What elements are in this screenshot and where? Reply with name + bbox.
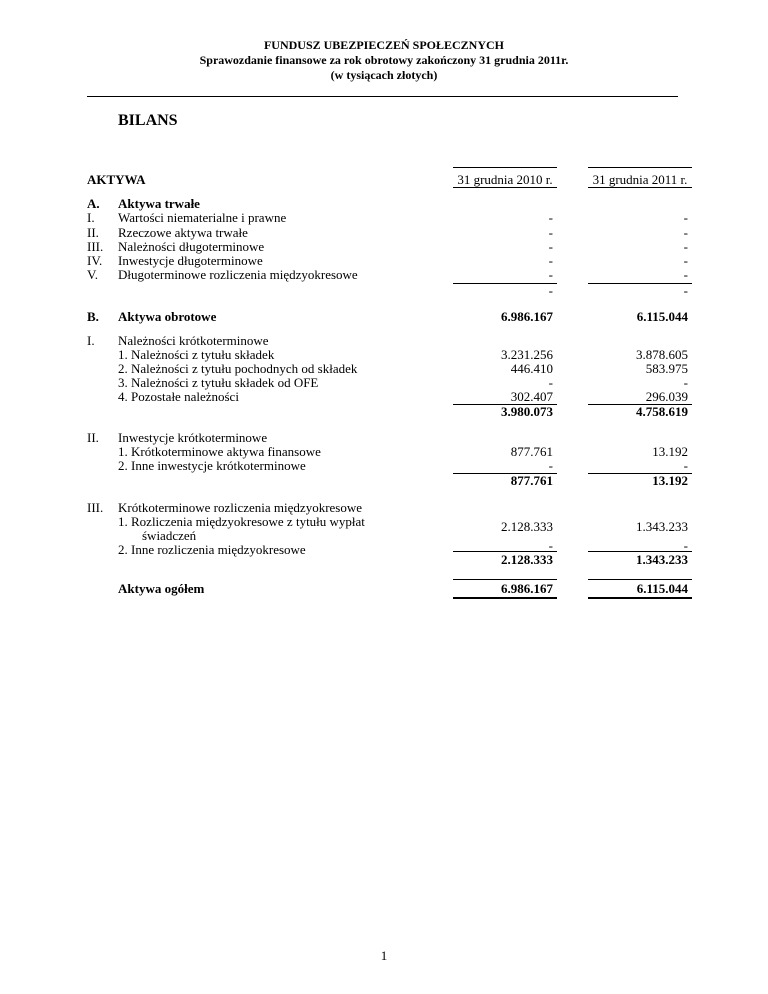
a-item-2010: - [548, 210, 553, 225]
b1-item-label: 1. Należności z tytułu składek [118, 347, 275, 362]
grand-total-top-rule [588, 579, 692, 580]
b3-total-2011: 1.343.233 [636, 552, 688, 567]
a-item-code: II. [87, 225, 99, 240]
header-divider [87, 96, 678, 97]
a-item-code: I. [87, 210, 95, 225]
b1-item-2011: 3.878.605 [636, 347, 688, 362]
a-item-code: V. [87, 267, 98, 282]
b3-item1-2011: 1.343.233 [636, 519, 688, 534]
a-item-2010: - [548, 239, 553, 254]
a-item-2011: - [683, 239, 688, 254]
b3-item1-label: 1. Rozliczenia międzyokresowe z tytułu wypłat [118, 514, 365, 529]
grand-total-2010: 6.986.167 [501, 581, 553, 596]
b1-item-label: 2. Należności z tytułu pochodnych od składek [118, 361, 358, 376]
a-item-code: III. [87, 239, 104, 254]
grand-total-double-rule [588, 597, 692, 599]
report-org: FUNDUSZ UBEZPIECZEŃ SPOŁECZNYCH [263, 38, 505, 52]
b1-item-label: 3. Należności z tytułu składek od OFE [118, 375, 319, 390]
b2-item-2011: 13.192 [652, 444, 688, 459]
section-b-code: B. [87, 309, 99, 324]
b1-item-2011: 296.039 [645, 389, 688, 404]
b1-total-2010: 3.980.073 [501, 404, 553, 419]
b1-item-label: 4. Pozostałe należności [118, 389, 239, 404]
section-title: BILANS [118, 112, 178, 129]
col-header-2011: 31 grudnia 2011 r. [592, 172, 688, 187]
b3-total-2010: 2.128.333 [501, 552, 553, 567]
a-item-2010: - [548, 253, 553, 268]
b1-code: I. [87, 333, 95, 348]
b1-item-2011: 583.975 [645, 361, 688, 376]
b-2010: 6.986.167 [501, 309, 553, 324]
b1-total-2011: 4.758.619 [636, 404, 688, 419]
a-item-code: IV. [87, 253, 103, 268]
a-item-label: Wartości niematerialne i prawne [118, 210, 287, 225]
col1-top-rule [453, 167, 557, 168]
grand-total-top-rule [453, 579, 557, 580]
b-2011: 6.115.044 [636, 309, 688, 324]
section-a-code: A. [87, 196, 100, 211]
col2-top-rule [588, 167, 692, 168]
report-unit: (w tysiącach złotych) [330, 68, 438, 82]
a-item-label: Należności długoterminowe [118, 239, 265, 254]
b2-item-label: 1. Krótkoterminowe aktywa finansowe [118, 444, 321, 459]
b3-item1-2010: 2.128.333 [501, 519, 553, 534]
b2-item-2011: - [683, 458, 688, 473]
b2-item-2010: - [548, 458, 553, 473]
a-total-2011: - [683, 283, 688, 298]
b3-item2-label: 2. Inne rozliczenia międzyokresowe [118, 542, 306, 557]
a-item-label: Długoterminowe rozliczenia międzyokresowe [118, 267, 358, 282]
b3-item1-label-cont: świadczeń [142, 528, 197, 543]
col-header-2010: 31 grudnia 2010 r. [457, 172, 553, 187]
b2-item-2010: 877.761 [510, 444, 553, 459]
b2-code: II. [87, 430, 99, 445]
page-number: 1 [380, 948, 388, 963]
b1-item-2010: 446.410 [510, 361, 553, 376]
b1-item-2010: 3.231.256 [501, 347, 553, 362]
a-item-2010: - [548, 225, 553, 240]
b2-item-label: 2. Inne inwestycje krótkoterminowe [118, 458, 306, 473]
a-item-2011: - [683, 253, 688, 268]
b1-item-2011: - [683, 375, 688, 390]
a-item-2010: - [548, 267, 553, 282]
grand-total-label: Aktywa ogółem [118, 581, 205, 596]
b2-total-2011: 13.192 [652, 473, 688, 488]
grand-total-2011: 6.115.044 [636, 581, 688, 596]
section-b-title: Aktywa obrotowe [118, 309, 217, 324]
aktywa-label: AKTYWA [87, 172, 146, 187]
b3-item2-2010: - [548, 538, 553, 553]
grand-total-double-rule [453, 597, 557, 599]
report-subtitle: Sprawozdanie finansowe za rok obrotowy zakończony 31 grudnia 2011r. [199, 53, 569, 67]
col2-header-underline [588, 187, 692, 188]
a-total-2010: - [548, 283, 553, 298]
a-item-label: Rzeczowe aktywa trwałe [118, 225, 248, 240]
b1-item-2010: - [548, 375, 553, 390]
b3-code: III. [87, 500, 104, 515]
a-item-2011: - [683, 210, 688, 225]
b3-item2-2011: - [683, 538, 688, 553]
b1-item-2010: 302.407 [510, 389, 553, 404]
b1-title: Należności krótkoterminowe [118, 333, 269, 348]
a-item-label: Inwestycje długoterminowe [118, 253, 263, 268]
section-a-title: Aktywa trwałe [118, 196, 200, 211]
b2-title: Inwestycje krótkoterminowe [118, 430, 268, 445]
b3-title: Krótkoterminowe rozliczenia międzyokresowe [118, 500, 363, 515]
b2-total-2010: 877.761 [510, 473, 553, 488]
a-item-2011: - [683, 267, 688, 282]
a-item-2011: - [683, 225, 688, 240]
col1-header-underline [453, 187, 557, 188]
